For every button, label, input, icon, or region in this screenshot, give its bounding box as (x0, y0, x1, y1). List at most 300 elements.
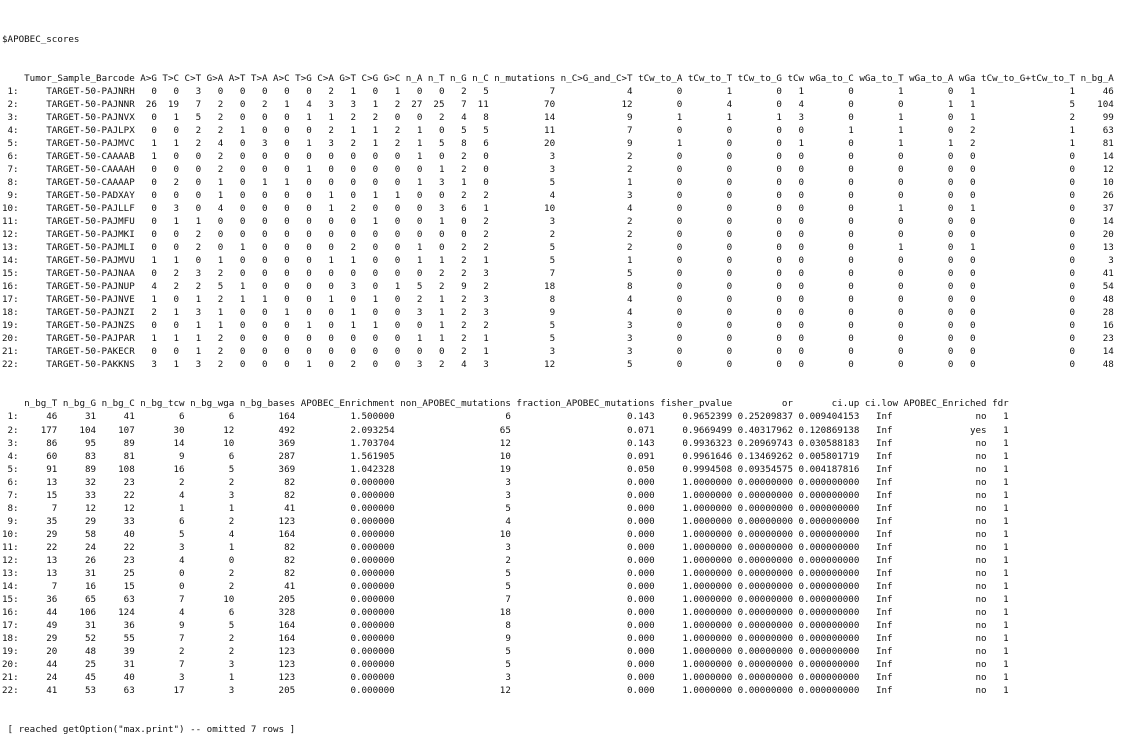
table-cell: 0 (438, 86, 445, 98)
table-cell: 0.000000000 (798, 606, 860, 618)
table-cell: 7 (195, 99, 202, 111)
table-cell: 0 (726, 359, 733, 371)
table-cell: 18 (499, 606, 511, 618)
table-cell: 1 (627, 177, 633, 189)
table-cell: 0.25209837 (737, 411, 793, 423)
table-cell: 14 (1102, 151, 1114, 163)
table-cell: 0 (239, 333, 246, 345)
table-cell: 0 (776, 177, 782, 189)
table-cell: 0 (798, 320, 805, 332)
table-cell: 0 (328, 333, 334, 345)
table-cell: 0 (1069, 320, 1076, 332)
table-cell: 1 (1003, 463, 1009, 475)
row-label: 8: (7, 502, 19, 514)
table-cell: 1 (228, 671, 235, 683)
table-cell: 1 (372, 125, 379, 137)
table-cell: 2 (483, 242, 489, 254)
table-cell: TARGET-50-PAKKNS (46, 359, 135, 371)
apobec-scores-table-part2 (2, 397, 1114, 696)
table-cell: 0 (848, 164, 854, 176)
table-cell: 1 (217, 307, 224, 319)
table-cell: 0 (173, 151, 179, 163)
table-cell: 0 (261, 229, 268, 241)
table-cell: 0 (151, 112, 157, 124)
table-cell: 5 (549, 255, 556, 267)
table-cell: 0 (438, 125, 445, 137)
table-cell: 0 (239, 255, 246, 267)
table-cell: 24 (84, 541, 97, 553)
table-cell: 1 (416, 151, 423, 163)
table-cell: 0 (1069, 359, 1076, 371)
table-cell: 31 (84, 567, 97, 579)
column-header: n_bg_C (101, 398, 135, 410)
table-cell: 12 (84, 502, 97, 514)
table-cell: 3 (505, 671, 511, 683)
table-row (2, 202, 1114, 215)
table-cell: 0 (776, 281, 782, 293)
table-cell: 0 (776, 203, 782, 215)
table-cell: 123 (278, 645, 296, 657)
table-cell: 11 (477, 99, 489, 111)
table-cell: 0 (848, 190, 854, 202)
table-cell: 6 (178, 411, 185, 423)
table-cell: 0 (898, 294, 904, 306)
table-header-row (2, 397, 1114, 410)
row-label: 10: (2, 528, 19, 540)
table-cell: 23 (123, 476, 135, 488)
table-cell: 5 (549, 242, 556, 254)
table-cell: 0 (898, 333, 904, 345)
table-cell: 1 (1003, 619, 1009, 631)
table-cell: 0 (306, 151, 312, 163)
table-cell: 0 (239, 203, 246, 215)
table-cell: 9 (549, 307, 556, 319)
table-cell: 7 (178, 632, 185, 644)
row-label: 5: (7, 138, 19, 150)
table-cell: 3 (549, 151, 556, 163)
table-cell: 12 (1102, 164, 1114, 176)
table-cell: 2 (195, 125, 202, 137)
table-cell: 0 (239, 307, 246, 319)
table-cell: 0 (350, 268, 356, 280)
row-label: 5: (7, 463, 19, 475)
table-row (2, 319, 1114, 332)
table-cell: 0 (726, 151, 733, 163)
table-cell: 4 (505, 515, 511, 527)
row-label: 12: (2, 554, 19, 566)
table-row (2, 671, 1114, 684)
table-cell: 123 (278, 515, 296, 527)
table-cell: 0 (726, 333, 733, 345)
table-cell: 0 (1069, 333, 1076, 345)
table-cell: 1 (284, 307, 290, 319)
table-cell: 7 (549, 86, 556, 98)
table-cell: 2 (416, 294, 423, 306)
table-cell: 1 (969, 203, 976, 215)
table-cell: 3 (228, 684, 235, 696)
table-cell: 9 (178, 450, 185, 462)
table-cell: 0 (798, 190, 805, 202)
table-cell: 0 (848, 242, 854, 254)
table-cell: 0.000000 (350, 528, 395, 540)
table-cell: TARGET-50-PAJPAR (46, 333, 135, 345)
table-cell: 0 (969, 177, 976, 189)
table-cell: 1 (173, 359, 179, 371)
table-cell: 0 (151, 229, 157, 241)
table-cell: 369 (278, 437, 296, 449)
table-cell: 2 (461, 333, 467, 345)
table-cell: 4 (178, 606, 185, 618)
table-cell: 1 (284, 99, 290, 111)
table-row (2, 111, 1114, 124)
table-cell: 0.000000000 (798, 619, 860, 631)
table-cell: 0 (195, 151, 202, 163)
table-cell: 0 (372, 151, 379, 163)
table-cell: 1 (1003, 567, 1009, 579)
table-cell: 0 (306, 307, 312, 319)
table-cell: 0 (306, 242, 312, 254)
table-cell: 0 (239, 216, 246, 228)
table-cell: 0 (898, 255, 904, 267)
column-header: fdr (992, 398, 1009, 410)
table-cell: 2 (394, 125, 401, 137)
column-header: n_C>G_and_C>T (560, 73, 633, 85)
column-header: T>A (250, 73, 268, 85)
table-cell: 0 (848, 216, 854, 228)
table-cell: 0 (239, 112, 246, 124)
table-cell: 1 (1003, 606, 1009, 618)
table-cell: 0 (726, 216, 733, 228)
table-cell: 1 (350, 307, 356, 319)
table-cell: 0 (372, 229, 379, 241)
table-cell: 0 (947, 125, 954, 137)
table-cell: 0 (239, 99, 246, 111)
table-row (2, 332, 1114, 345)
table-cell: 0 (776, 229, 782, 241)
row-label: 17: (2, 294, 19, 306)
table-cell: 0.000000 (350, 489, 395, 501)
table-cell: 0 (726, 255, 733, 267)
table-cell: 0 (898, 164, 904, 176)
table-cell: 0 (676, 203, 683, 215)
table-cell: 33 (123, 515, 135, 527)
column-header: n_bg_G (62, 398, 97, 410)
table-cell: 2 (461, 151, 467, 163)
table-cell: 24 (46, 671, 58, 683)
table-cell: 0.000000 (350, 684, 395, 696)
table-cell: 0 (969, 268, 976, 280)
table-cell: 8 (627, 281, 633, 293)
table-cell: 0 (676, 190, 683, 202)
table-cell: no (975, 632, 987, 644)
table-cell: 1 (461, 177, 467, 189)
table-cell: 26 (145, 99, 157, 111)
column-header: fisher_pvalue (660, 398, 733, 410)
table-cell: 0 (284, 229, 290, 241)
table-cell: 0 (676, 294, 683, 306)
table-cell: TARGET-50-PAJNVE (46, 294, 135, 306)
table-cell: 40 (123, 671, 135, 683)
table-cell: 0 (776, 125, 782, 137)
table-cell: 1 (306, 320, 312, 332)
table-cell: 0 (394, 177, 401, 189)
table-cell: 0 (328, 151, 334, 163)
table-cell: 0 (195, 164, 202, 176)
table-cell: 1.0000000 (682, 658, 733, 670)
table-cell: 1.042328 (350, 463, 395, 475)
table-cell: 1 (195, 333, 202, 345)
table-row (2, 450, 1114, 463)
table-cell: 0.000000000 (798, 580, 860, 592)
table-cell: 0 (217, 86, 224, 98)
table-cell: 1 (151, 333, 157, 345)
table-cell: Inf (875, 567, 893, 579)
table-cell: 0 (416, 229, 423, 241)
column-header: A>G (140, 73, 157, 85)
column-header: n_bg_T (24, 398, 58, 410)
table-cell: 2 (350, 112, 356, 124)
table-cell: 0 (173, 190, 179, 202)
table-cell: 0 (947, 229, 954, 241)
table-cell: 0 (195, 255, 202, 267)
column-header: APOBEC_Enriched (903, 398, 987, 410)
column-header: A>T (228, 73, 246, 85)
table-cell: 0 (1069, 151, 1076, 163)
table-cell: 0 (151, 320, 157, 332)
table-cell: TARGET-50-PADXAY (46, 190, 135, 202)
table-cell: 3 (438, 177, 445, 189)
table-cell: 2 (483, 216, 489, 228)
table-cell: 1 (627, 255, 633, 267)
table-cell: 20 (544, 138, 556, 150)
table-cell: 6 (461, 203, 467, 215)
table-cell: 0.000000000 (798, 632, 860, 644)
table-cell: 3 (178, 671, 185, 683)
table-cell: 0 (1069, 203, 1076, 215)
table-cell: 1 (1003, 502, 1009, 514)
table-cell: 0 (947, 294, 954, 306)
table-cell: Inf (875, 489, 893, 501)
table-cell: 48 (84, 645, 97, 657)
table-cell: 0 (217, 242, 224, 254)
table-cell: 0.000 (627, 632, 655, 644)
table-cell: 0.000000 (350, 645, 395, 657)
table-cell: 0.000000 (350, 606, 395, 618)
table-cell: 5 (627, 359, 633, 371)
table-cell: 1 (1003, 593, 1009, 605)
table-cell: 0.000 (627, 606, 655, 618)
table-cell: 0.000000 (350, 619, 395, 631)
table-cell: 1 (1003, 580, 1009, 592)
table-cell: 0 (776, 151, 782, 163)
table-cell: 60 (46, 450, 58, 462)
column-header: ci.up (831, 398, 860, 410)
table-cell: 63 (1102, 125, 1114, 137)
table-cell: 0.000 (627, 658, 655, 670)
table-cell: 2 (217, 112, 224, 124)
table-cell: 1 (438, 333, 445, 345)
table-cell: 1 (947, 99, 954, 111)
table-cell: 1.703704 (350, 437, 395, 449)
table-cell: Inf (875, 684, 893, 696)
table-cell: 4 (798, 99, 805, 111)
column-header: n_G (450, 73, 467, 85)
table-cell: 1 (228, 502, 235, 514)
table-cell: 0 (1069, 268, 1076, 280)
table-cell: 0 (726, 138, 733, 150)
table-cell: 0 (261, 242, 268, 254)
table-cell: 0 (1069, 216, 1076, 228)
table-cell: 2 (217, 359, 224, 371)
table-cell: 0 (461, 229, 467, 241)
table-cell: 1 (483, 346, 489, 358)
table-cell: 7 (178, 593, 185, 605)
table-cell: Inf (875, 528, 893, 540)
table-cell: 0.000 (627, 502, 655, 514)
table-cell: 0.000000 (350, 567, 395, 579)
column-header: tCw_to_G (737, 73, 782, 85)
table-cell: 31 (84, 411, 97, 423)
table-cell: 0 (372, 281, 379, 293)
table-cell: 36 (46, 593, 58, 605)
table-cell: 13 (46, 476, 58, 488)
table-cell: 0.000 (627, 515, 655, 527)
row-label: 4: (7, 125, 19, 137)
table-cell: 1.0000000 (682, 528, 733, 540)
table-cell: 2 (438, 112, 445, 124)
table-cell: 0 (1069, 177, 1076, 189)
table-cell: 0.9652399 (682, 411, 733, 423)
table-cell: 1 (173, 255, 179, 267)
table-cell: 1 (438, 320, 445, 332)
column-header: n_bg_tcw (140, 398, 185, 410)
table-cell: 0 (306, 255, 312, 267)
table-cell: 164 (278, 411, 296, 423)
table-cell: 0 (1069, 294, 1076, 306)
table-cell: 0 (676, 307, 683, 319)
table-cell: 2 (969, 138, 976, 150)
table-cell: 5 (505, 502, 511, 514)
table-cell: 2 (627, 151, 633, 163)
table-cell: 0 (726, 242, 733, 254)
table-cell: 2 (228, 645, 235, 657)
table-row (2, 502, 1114, 515)
table-cell: 12 (223, 424, 235, 436)
table-cell: Inf (875, 502, 893, 514)
table-cell: 0.143 (627, 411, 655, 423)
table-cell: 0 (947, 216, 954, 228)
table-row (2, 267, 1114, 280)
table-cell: 1.0000000 (682, 645, 733, 657)
table-cell: 0 (394, 216, 401, 228)
table-cell: 1.0000000 (682, 606, 733, 618)
table-cell: 1 (1069, 86, 1076, 98)
table-cell: 5 (178, 528, 185, 540)
table-cell: no (975, 554, 987, 566)
table-cell: 0 (239, 86, 246, 98)
table-cell: 1 (372, 138, 379, 150)
table-cell: 0 (848, 359, 854, 371)
table-cell: 0 (239, 229, 246, 241)
table-cell: 0 (676, 242, 683, 254)
table-cell: 5 (627, 268, 633, 280)
table-cell: 3 (328, 99, 334, 111)
table-cell: 0 (969, 333, 976, 345)
table-cell: 46 (1102, 86, 1114, 98)
table-cell: 0 (178, 580, 185, 592)
table-cell: TARGET-50-PAJNNR (46, 99, 135, 111)
table-cell: 0 (676, 333, 683, 345)
table-cell: Inf (875, 606, 893, 618)
table-cell: 7 (549, 268, 556, 280)
table-cell: 1 (306, 359, 312, 371)
table-cell: 1 (178, 502, 185, 514)
table-cell: 0 (798, 294, 805, 306)
table-cell: 0 (776, 99, 782, 111)
table-cell: 1 (284, 177, 290, 189)
table-cell: 0 (306, 216, 312, 228)
row-label: 10: (2, 203, 19, 215)
table-cell: 0 (151, 86, 157, 98)
table-cell: 1 (1003, 489, 1009, 501)
table-cell: 0 (328, 177, 334, 189)
table-cell: 3 (798, 112, 805, 124)
table-cell: 5 (461, 125, 467, 137)
table-cell: 1 (438, 216, 445, 228)
table-cell: 0.000 (627, 489, 655, 501)
table-cell: 1 (173, 307, 179, 319)
table-cell: 0 (372, 164, 379, 176)
table-cell: 1 (1003, 411, 1009, 423)
table-cell: 0 (1069, 190, 1076, 202)
table-cell: 5 (416, 281, 423, 293)
table-cell: 0.00000000 (737, 658, 793, 670)
table-cell: 0 (848, 177, 854, 189)
table-cell: 0 (676, 125, 683, 137)
table-cell: 0.000 (627, 528, 655, 540)
table-cell: 0 (898, 177, 904, 189)
table-row (2, 215, 1114, 228)
table-cell: 0.000 (627, 554, 655, 566)
table-cell: 0.050 (627, 463, 655, 475)
table-cell: 0.000 (627, 671, 655, 683)
table-cell: TARGET-50-PAJLLF (46, 203, 135, 215)
table-cell: 1 (372, 320, 379, 332)
column-header: wGa (958, 73, 976, 85)
table-cell: 164 (278, 528, 296, 540)
table-cell: 5 (505, 580, 511, 592)
table-cell: 0 (261, 203, 268, 215)
table-cell: 1 (372, 294, 379, 306)
row-label: 13: (2, 242, 19, 254)
table-cell: 27 (411, 99, 423, 111)
table-cell: 0 (438, 151, 445, 163)
table-cell: 10 (544, 203, 556, 215)
table-cell: 1 (1003, 554, 1009, 566)
table-cell: 0 (151, 242, 157, 254)
table-cell: 1 (239, 242, 246, 254)
column-header: wGa_to_T (859, 73, 904, 85)
row-label: 12: (2, 229, 19, 241)
table-cell: 3 (483, 359, 489, 371)
table-cell: 0.09354575 (737, 463, 793, 475)
table-cell: 0 (261, 359, 268, 371)
table-cell: 0 (848, 99, 854, 111)
table-cell: 0 (261, 333, 268, 345)
column-header: C>T (184, 73, 202, 85)
table-cell: 36 (123, 619, 135, 631)
table-cell: 12 (544, 359, 556, 371)
